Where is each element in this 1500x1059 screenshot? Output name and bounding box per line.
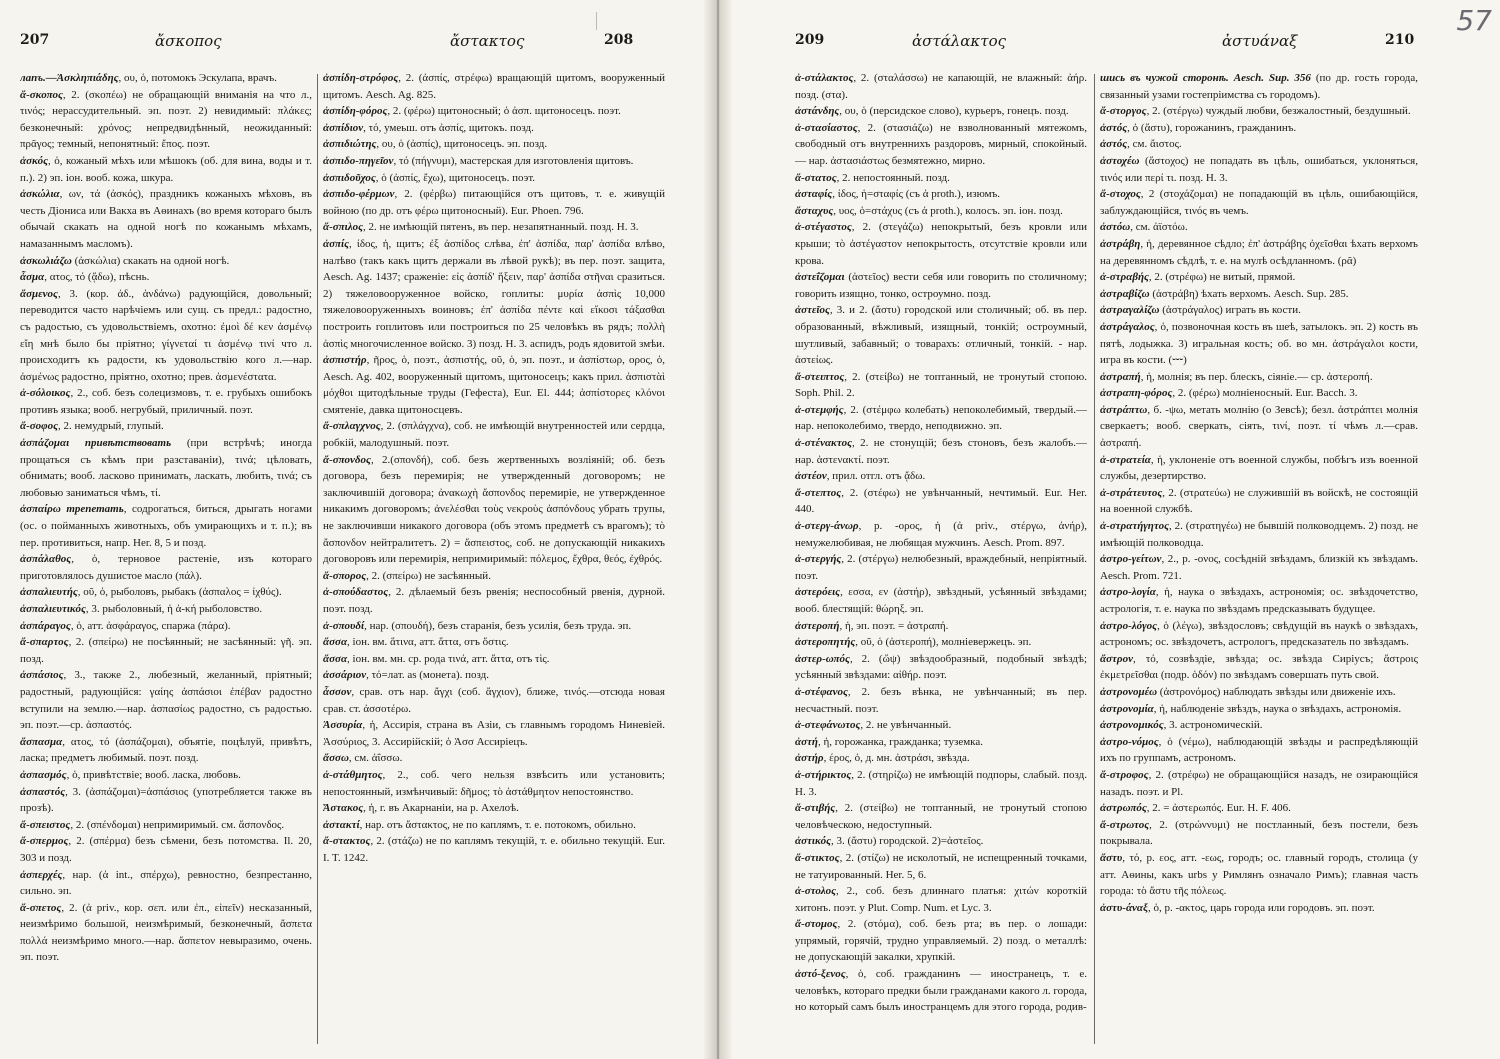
dictionary-entry: ἄσταχυς, υος, ὁ=στάχυς (съ ἀ proth.), колосъ. эп. іон. позд. (795, 204, 1063, 217)
dictionary-entry: ἄ-στακτος, 2. (στάζω) не по каплямъ текущій, т. е. обильно текущій. Eur. I. T. 1242. (323, 835, 665, 864)
dictionary-entry: ἀσπιδο-φέρμων, 2. (φέρβω) питающійся отъ щитовъ, т. е. живущій войною (по др. отъ φέρω щитоносный). Eur. Phoen. 796. (323, 188, 665, 217)
dictionary-entry: ἀσκώλια, ων, τά (ἀσκός), праздникъ кожаныхъ мѣховъ, въ честь Діониса или Вакха въ Аѳинахъ (во время котораго былъ обычай скакать на одной ногѣ по кожанымъ мѣхамъ, намазаннымъ масломъ). (20, 188, 312, 250)
dictionary-entry: ἀ-στήρικτος, 2. (στηρίζω) не имѣющій подпоры, слабый. позд. Н. 3. (795, 768, 1087, 798)
dictionary-entry: ἀστοχέω (ἄστοχος) не попадать въ цѣль, ошибаться, уклоняться, τινός или περί τι. позд. Н. 3. (1100, 154, 1418, 184)
dictionary-entry: ἀστό-ξενος, ὁ, соб. гражданинъ — иностранецъ, т. е. человѣкъ, котораго предки были гражданами какого л. города, но который самъ былъ иностранцемъ для этого города, родив- (795, 968, 1087, 1014)
dictionary-entry: ἀ-στεργής, 2. (στέργω) нелюбезный, враждебный, непріятный. поэт. (795, 553, 1087, 582)
left-page (0, 0, 722, 1059)
dictionary-entry: ἄ-σπαρτος, 2. (σπείρω) не посѣянный; не засѣянный: γῆ. эп. позд. (20, 636, 312, 665)
dictionary-entry: ἀσπάζομαι привѣтствовать (при встрѣчѣ; иногда прощаться съ кѣмъ при разставаніи), τινά; цѣловать, обнимать; вооб. ласково принимать, ласкать, любить, τινά; съ любовью заниматься чѣмъ, τί. (20, 437, 312, 499)
dictionary-entry: ἀστόω, см. ἀϊστόω. (1100, 221, 1188, 234)
dictionary-entry: ἀσπίς, ίδος, ἡ, щитъ; ἐξ ἀσπίδος слѣва, ἐπ' ἀσπίδα, παρ' ἀσπίδα влѣво, налѣво (такъ какъ щитъ держали въ лѣвой рукѣ); въ пер. поэт. защита, Aesch. Ag. 1437; сраженіе: εἰς ἀσπίδ' ἥξειν, παρ' ἀσπίδα στῆναι сразиться. 2) тяжеловооруженное войско, гоплиты: μυρία ἀσπὶς 10,000 тяжеловооруженныхъ воиновъ; ἐπ' ἀσπίδα πέντε καὶ εἴκοσι τάξασθαι построить гоплитовъ или построиться по 25 человѣкъ въ рядъ; πολλὴ ἀσπὶς многочисленное войско. 3) позд. Н. 3. аспидъ, родъ ядовитой змѣи. (323, 237, 665, 350)
dictionary-entry: ἀστρωπός, 2. = ἀστερωπός. Eur. H. F. 406. (1100, 802, 1291, 815)
dictionary-entry: ἄ-στοργος, 2. (στέργω) чуждый любви, безжалостный, бездушный. (1100, 105, 1411, 118)
dictionary-entry: ἀσταφίς, ίδος, ἡ=σταφίς (съ ἀ proth.), изюмъ. (795, 188, 1001, 201)
dictionary-entry: ἀστρονομικός, 3. астрономическій. (1100, 719, 1263, 732)
dictionary-entry: ἄ-σπερμος, 2. (σπέρμα) безъ сѣмени, безъ потомства. Il. 20, 303 и позд. (20, 835, 312, 864)
running-head-right: ἀστυάναξ (1222, 32, 1298, 50)
dictionary-entry: ἀσπασμός, ὁ, привѣтствіе; вооб. ласка, любовь. (20, 768, 241, 781)
dictionary-entry: ἀσπιστήρ, ῆρος, ὁ, поэт., ἀσπιστής, οῦ, ὁ, эп. поэт., и ἀσπίστωρ, ορος, ὁ, Aesch. Ag. 402, вооруженный щитомъ, щитоносецъ; какъ прил. ἀσπιστὰὶ μόχθοι щитодѣльные труды (Гефеста), Eur. El. 444; ἀσπίστορες κλόνοι смятеніе, давка щитоносцевъ. (323, 354, 665, 416)
page-number-209: 209 (795, 32, 825, 48)
dictionary-entry: ἀσπάλαθος, ὁ, терновое растеніе, изъ котораго приготовлялось душистое масло (πάλ). (20, 553, 312, 582)
running-head-left: ἄσκοπος (155, 32, 222, 50)
dictionary-entry: ἀστικός, 3. (ἄστυ) городской. 2)=ἀστεῖος. (795, 835, 984, 848)
dictionary-entry: ἀσπαλιευτικός, 3. рыболовный, ἡ ἀ-κή рыболовство. (20, 603, 263, 615)
dictionary-entry: ἄ-στομος, 2. (στόμα), соб. безъ рта; въ пер. о лошади: упрямый, горячій, трудно управляемый. 2) позд. о металлѣ: не допускающій закалки, хрупкій. (795, 918, 1087, 964)
dictionary-entry: ἀ-στεμφής, 2. (στέμφω колебать) непоколебимый, твердый.— нар. непоколебимо, твердо, неподвижно. эп. (795, 403, 1087, 433)
dictionary-entry: ἄσμενος, 3. (кор. ἀδ., ἁνδάνω) радующійся, довольный; переводится часто нарѣчіемъ или сущ. съ предл.: радостно, съ радостью, съ удовольствіемъ, охотно: ἐμοὶ δέ κεν ἀσμένῳ εἴη мнѣ было бы пріятно; γίγνεταί τι ἀσμένῳ τινί что л. происходитъ къ радости, къ удовольствію кого л.—нар. ἀσμένως радостно, пріятно, охотно; прев. ἀσμενέστατα. (20, 287, 312, 383)
book-gutter (704, 0, 732, 1059)
dictionary-entry: ἀσπίδη-στρόφος, 2. (ἀσπίς, στρέφω) вращающій щитомъ, вооруженный щитомъ. Aesch. Ag. 825. (323, 72, 665, 101)
dictionary-entry: ἀ-σπούδαστος, 2. дѣлаемый безъ рвенія; неспособный рвенія, дурной. поэт. позд. (323, 586, 665, 615)
dictionary-entry: ἀστάνδης, ου, ὁ (персидское слово), курьеръ, гонецъ. позд. (795, 105, 1069, 118)
dictionary-entry: ἄ-σπορος, 2. (σπείρω) не засѣянный. (323, 569, 491, 582)
dictionary-entry: Ἀσσυρία, ἡ, Ассирія, страна въ Азіи, съ главнымъ городомъ Ниневіей. Ἀσσύριος, 3. Ассирійскій; ὁ Ἀσσ Ассиріецъ. (323, 719, 665, 748)
dictionary-entry: ἀσκός, ὁ, кожаный мѣхъ или мѣшокъ (об. для вина, воды и т. п.). 2) эп. іон. вооб. кожа, шкура. (20, 154, 312, 184)
dictionary-entry: ἄ-στροφος, 2. (στρέφω) не обращающійся назадъ, не озирающійся назадъ. поэт. и Pl. (1100, 768, 1418, 798)
dictionary-entry: ἀ-στέγαστος, 2. (στεγάζω) непокрытый, безъ кровли или крыши; τὸ ἀστέγαστον непокрытость, отсутствіе кровли или крова. (795, 221, 1087, 267)
dictionary-entry: ἀ-στεφάνωτος, 2. не увѣнчанный. (795, 719, 952, 732)
column-2 (323, 70, 665, 1050)
dictionary-entry: ἀ-σόλοικος, 2., соб. безъ солецизмовъ, т. е. грубыхъ ошибокъ противъ языка; вооб. негрубый, приличный. поэт. (20, 387, 312, 416)
dictionary-entry: ἀστακτί, нар. отъ ἄστακτος, не по каплямъ, т. е. потокомъ, обильно. (323, 818, 636, 831)
dictionary-entry: ἀστός, ὁ (ἄστυ), горожанинъ, гражданинъ. (1100, 121, 1297, 134)
dictionary-entry: ἀστυ-άναξ, ὁ, р. -ακτος, царь города или городовъ. эп. поэт. (1100, 901, 1375, 914)
dictionary-entry: ἀσσάριον, τό=лат. as (монета). позд. (323, 669, 490, 682)
column-rule (1094, 74, 1095, 1044)
dictionary-entry: ἄ-σκοπος, 2. (σκοπέω) не обращающій вниманія на что л., τινός; нерассудительный. эп. поэт. 2) невидимый: πλάκες; безконечный: χρόνος; непредвидѣнный, неожиданный: πρᾶγος; темный, непонятный: ἔπος. поэт. (20, 88, 312, 151)
right-page (722, 0, 1500, 1059)
dictionary-entry: ἀσπιδοῦχος, ὁ (ἀσπίς, ἔχω), щитоносецъ. поэт. (323, 171, 536, 184)
dictionary-entry: ἄστρον, τό, созвѣздіе, звѣзда; ос. звѣзда Сиріусъ; ἄστροις ἐκμετρεῖσθαι (подр. ὁδόν) по звѣздамъ совершать путь свой. (1100, 652, 1418, 682)
running-head-right-of-left: ἄστακτος (450, 32, 525, 50)
dictionary-entry: ἄσσα, іон. вм. ἅτινα, атт. ἅττα, отъ ὅστις. (323, 636, 509, 649)
dictionary-entry: ἄ-στοχος, 2 (στοχάζομαι) не попадающій въ цѣль, ошибающійся, заблуждающійся, τινός въ чемъ. (1100, 188, 1418, 217)
dictionary-entry: ἀστράβη, ἡ, деревянное сѣдло; ἐπ' ἀστράβης ὀχεῖσθαι ѣхать верхомъ на деревянномъ сѣдлѣ, т. е. на мулѣ осѣдланномъ. (ρᾶ) (1100, 237, 1418, 267)
dictionary-entry: ἀστραπη-φόρος, 2. (φέρω) молніеносный. Eur. Bacch. 3. (1100, 387, 1358, 400)
dictionary-entry: ἄ-στειπτος, 2. (στείβω) не топтанный, не тронутый стопою. Soph. Phil. 2. (795, 370, 1087, 400)
dictionary-entry: ἆσμα, ατος, τό (ᾄδω), пѣснь. (20, 271, 150, 284)
dictionary-entry: ἀσπάσιος, 3., также 2., любезный, желанный, пріятный; радостный, радующійся: γαίης ἀσπάσιοι ἐπέβαν радостно вступили на землю.—нар. ἀσπασίως радостно, съ радостью. эп. поэт.—ср. ἀσπαστός. (20, 669, 312, 732)
column-4 (1100, 70, 1418, 1050)
dictionary-entry: ἀστεροπή, ἡ, эп. поэт. = ἀστραπή. (795, 619, 949, 632)
dictionary-entry: ἀσπαλιευτής, οῦ, ὁ, рыболовъ, рыбакъ (ἀσπαλος = ἰχθύς). (20, 586, 282, 599)
dictionary-entry: ἀ-στρατήγητος, 2. (στρατηγέω) не бывшій полководцемъ. 2) позд. не имѣющій полководца. (1100, 520, 1418, 549)
dictionary-entry: ἀστή, ἡ, горожанка, гражданка; туземка. (795, 735, 983, 748)
dictionary-entry: ἀστρονομία, ἡ, наблюденіе звѣздъ, наука о звѣздахъ, астрономія. (1100, 702, 1402, 715)
dictionary-entry: ἀσπαστός, 3. (ἀσπάζομαι)=ἀσπάσιος (употребляется также въ прозѣ). (20, 785, 312, 815)
page-number-207: 207 (20, 32, 50, 48)
dictionary-entry: ἄ-στιβής, 2. (στείβω) не топтанный, не тронутый стопою человѣческою, недоступный. (795, 802, 1087, 831)
dictionary-entry: ἄ-στεπτος, 2. (στέφω) не увѣнчанный, нечтимый. Eur. Her. 440. (795, 486, 1087, 516)
dictionary-entry: ἄ-σοφος, 2. немудрый, глупый. (20, 420, 164, 433)
dictionary-entry: ἀ-σπουδί, нар. (σπουδή), безъ старанія, безъ усилія, безъ труда. эп. (323, 619, 632, 632)
dictionary-entry: ἄ-σπειστος, 2. (σπένδομαι) непримиримый. см. ἄσπονδος. (20, 818, 285, 831)
dictionary-entry: ἆσσον, срав. отъ нар. ἄγχι (соб. ἄγχιον), ближе, τινός.—отсюда новая срав. ст. ἀσσοτέρω. (323, 685, 665, 715)
dictionary-entry: ἀ-στρατεία, ἡ, уклоненіе отъ военной службы, побѣгъ изъ военной службы, дезертирство. (1100, 453, 1418, 483)
column-3 (795, 70, 1087, 1050)
dictionary-entry: ἀστραπή, ἡ, молнія; въ пер. блескъ, сіяніе.— ср. ἀστεροπή. (1100, 370, 1373, 383)
dictionary-entry: ἀσπίδιον, τό, умеьш. отъ ἀσπίς, щитокъ. позд. (323, 121, 534, 134)
page-number-208: 208 (604, 32, 634, 48)
dictionary-entry: ἀστραβίζω (ἀστράβη) ѣхать верхомъ. Aesch. Sup. 285. (1100, 287, 1349, 300)
dictionary-entry: ἀ-στένακτος, 2. не стонущій; безъ стоновъ, безъ жалобъ.—нар. ἀστενακτί. поэт. (795, 437, 1087, 466)
dictionary-entry: ἄ-στατος, 2. непостоянный. позд. (795, 171, 950, 184)
dictionary-entry: ἄστυ, τό, р. εος, атт. -εως, городъ; ос. главный городъ, столица (у атт. Аѳины, какъ urbs у Римлянъ означало Римъ); главная часть города: τὸ ἄστυ τῆς πόλεως. (1100, 851, 1418, 898)
dictionary-entry: ἀ-στάλακτος, 2. (σταλάσσω) не капающій, не влажный: ἀήρ. позд. (στα). (795, 72, 1087, 101)
dictionary-entry: лапъ.—Ἀσκληπιάδης, ου, ὁ, потомокъ Эскулапа, врачъ. (20, 72, 277, 84)
dictionary-entry: шись въ чужой сторонѣ. Aesch. Sup. 356 (по др. гость города, связанный узами гостепріимства съ городомъ). (1100, 72, 1418, 101)
dictionary-entry: ἀ-στασίαστος, 2. (στασιάζω) не взволнованный мятежомъ, свободный отъ внутреннихъ раздоровъ, мирный, спокойный. — нар. ἀστασιάστως безмятежно, мирно. (795, 121, 1087, 167)
dictionary-entry: ἀ-στεργ-άνωρ, р. -ορος, ἡ (ἀ priv., στέργω, ἀνήρ), немужелюбивая, не любящая мужчинъ. Aesch. Prom. 897. (795, 520, 1087, 549)
dictionary-entry: ἀστραγαλίζω (ἀστράγαλος) играть въ кости. (1100, 304, 1301, 317)
dictionary-entry: ἀστρονομέω (ἀστρονόμος) наблюдать звѣзды или движеніе ихъ. (1100, 685, 1396, 698)
dictionary-entry: ἄ-σπιλος, 2. не имѣющій пятенъ, въ пер. незапятнанный. позд. Н. 3. (323, 221, 639, 234)
dictionary-entry: ἀσκωλιάζω (ἀσκώλια) скакать на одной ногѣ. (20, 254, 230, 267)
dictionary-entry: ἄσσω, см. ἀΐσσω. (323, 752, 403, 765)
running-head-left-of-right: ἀστάλακτος (912, 32, 1006, 50)
dictionary-entry: ἀστεῖος, 3. и 2. (ἄστυ) городской или столичный; об. въ пер. образованный, вѣжливый, изящный, тонкій; остроумный, шутливый, забавный; о товарахъ: отличный, тонкій. - нар. ἀστείως. (795, 304, 1087, 367)
dictionary-entry: ἀ-στάθμητος, 2., соб. чего нельзя взвѣсить или установить; непостоянный, измѣнчивый: δῆμος; τὸ ἀστάθμητον непостоянство. (323, 768, 665, 798)
dictionary-entry: ἀστρο-νόμος, ὁ (νέμω), наблюдающій звѣзды и распредѣляющій ихъ по группамъ, астрономъ. (1100, 735, 1418, 765)
dictionary-entry: ἀστός, см. ἄιστος. (1100, 138, 1182, 151)
dictionary-entry: ἀ-στέφανος, 2. безъ вѣнка, не увѣнчанный; въ пер. несчастный. поэт. (795, 685, 1087, 715)
dictionary-entry: ἄ-σπονδος, 2.(σπονδή), соб. безъ жертвенныхъ возліяній; об. безъ договора, безъ перемирія; не утвержденный договоромъ; не заключившій договора; ἀνακωχὴ ἄσπονδος перемиріе, не утвержденное никакимъ договоромъ; ἀνελέσθαι τοὺς νεκροὺς ἀσπόνδους убрать трупы, не заключивши никакого договора (объ этомъ предметѣ съ врагомъ); τὸ ἄσπονδον нейтралитетъ. 2) = ἄσπειστος, соб. не допускающій никакихъ договоровъ или перемирія, непримиримый: πόλεμος, ἔχθρα, θεός, ἐχθρός. (323, 453, 665, 566)
dictionary-entry: ἄ-στρωτος, 2. (στρώννυμι) не постланный, безъ постели, безъ покрывала. (1100, 818, 1418, 848)
dictionary-entry: Ἄστακος, ἡ, г. въ Акарнаніи, на р. Ахелоѣ. (323, 802, 519, 815)
pencil-annotation: 57 (1456, 4, 1492, 37)
dictionary-entry: ἄ-σπετος, 2. (ἀ priv., кор. σεπ. или ἐπ., εἰπεῖν) несказанный, неизмѣримо большой, неизмѣримый, безконечный, ἄσπετα πολλά неизмѣримо много.—нар. ἄσπετον невыразимо, очень. эп. поэт. (20, 901, 312, 964)
dictionary-entry: ἀστέον, прил. отгл. отъ ᾄδω. (795, 470, 926, 483)
dictionary-entry: ἀστρο-λογία, ἡ, наука о звѣздахъ, астрономія; ос. звѣздочетство, астрологія, т. е. наука по звѣздамъ предсказывать будущее. (1100, 586, 1418, 615)
dictionary-entry: ἀστρο-λόγος, ὁ (λέγω), звѣздословъ; свѣдущій въ наукѣ о звѣздахъ, астрономъ; ос. звѣздочетъ, астрологъ, предсказатель по звѣздамъ. (1100, 619, 1418, 649)
dictionary-entry: ἀστεροπητής, οῦ, ὁ (ἀστεροπή), молніевержецъ. эп. (795, 636, 1032, 649)
page-number-210: 210 (1385, 32, 1415, 48)
dictionary-entry: ἀστράπτω, б. -ψω, метать молнію (о Зевсѣ); безл. ἀστράπτει молнія сверкаетъ; вооб. сверкать, сіять, τινί, поэт. τί чѣмъ л.—срав. ἀστραπή. (1100, 403, 1418, 450)
dictionary-entry: ἀστήρ, έρος, ὁ, д. мн. ἀστράσι, звѣзда. (795, 752, 970, 765)
dictionary-entry: ἀσπιδιώτης, ου, ὁ (ἀσπίς), щитоносецъ. эп. позд. (323, 138, 548, 151)
dictionary-entry: ἀστερ-ωπός, 2. (ὤψ) звѣздообразный, подобный звѣздѣ; усѣянный звѣздами: αἰθήρ. поэт. (795, 652, 1087, 682)
margin-mark (596, 12, 597, 30)
dictionary-entry: ἀστρο-γείτων, 2., р. -ονος, сосѣдній звѣздамъ, близкій къ звѣздамъ. Aesch. Prom. 721. (1100, 553, 1418, 582)
column-rule (317, 74, 318, 1044)
dictionary-entry: ἀστεΐζομαι (ἀστεῖος) вести себя или говорить по столичному; говорить изящно, тонко, остроумно. позд. (795, 271, 1087, 300)
dictionary-entry: ἀσπίδη-φόρος, 2. (φέρω) щитоносный; ὁ ἀσπ. щитоносецъ. поэт. (323, 105, 621, 118)
dictionary-entry: ἀσπιδο-πηγεῖον, τό (πήγνυμι), мастерская для изготовленія щитовъ. (323, 154, 634, 167)
dictionary-entry: ἀσπερχές, нар. (ἀ int., σπέρχω), ревностно, безпрестанно, сильно. эп. (20, 868, 312, 898)
dictionary-entry: ἀ-στολος, 2., соб. безъ длиннаго платья: χιτών короткій хитонъ. поэт. у Plut. Comp. Num. et Lyc. 3. (795, 885, 1087, 914)
dictionary-entry: ἀσπαίρω трепетать, содрогаться, биться, дрыгать ногами (ос. о пойманныхъ животныхъ, объ умирающихъ и т. п.); въ пер. противиться, напр. Her. 8, 5 и позд. (20, 503, 312, 549)
column-1 (20, 70, 312, 1050)
dictionary-entry: ἀστράγαλος, ὁ, позвоночная кость въ шеѣ, затылокъ. эп. 2) кость въ пятѣ, лодыжка. 3) игральная кость; об. во мн. ἀστράγαλοι кости, игра въ кости. (⏑⏑⏑) (1100, 320, 1418, 367)
dictionary-entry: ἄσσα, іон. вм. мн. ср. рода τινά, атт. ἄττα, отъ τὶς. (323, 652, 550, 665)
dictionary-entry: ἄ-σπλαγχνος, 2. (σπλάγχνα), соб. не имѣющій внутренностей или сердца, робкій, малодушный. поэт. (323, 420, 665, 450)
dictionary-entry: ἀ-στραβής, 2. (στρέφω) не витый, прямой. (1100, 271, 1296, 284)
dictionary-entry: ἀστερόεις, εσσα, εν (ἀστήρ), звѣздный, усѣянный звѣздами; вооб. блестящій: θώρηξ. эп. (795, 586, 1087, 615)
dictionary-entry: ἄ-στικτος, 2. (στίζω) не исколотый, не испещренный точками, не татуированный. Her. 5, 6. (795, 851, 1087, 881)
dictionary-entry: ἀ-στράτευτος, 2. (στρατεύω) не служившій въ войскѣ, не состоящій на военной службѣ. (1100, 486, 1418, 516)
dictionary-entry: ἄσπασμα, ατος, τό (ἀσπάζομαι), объятіе, поцѣлуй, привѣтъ, ласка; предметъ любимый. поэт. позд. (20, 735, 312, 765)
dictionary-entry: ἀσπάραγος, ὁ, атт. ἀσφάραγος, спаржа (πάρα). (20, 619, 231, 632)
